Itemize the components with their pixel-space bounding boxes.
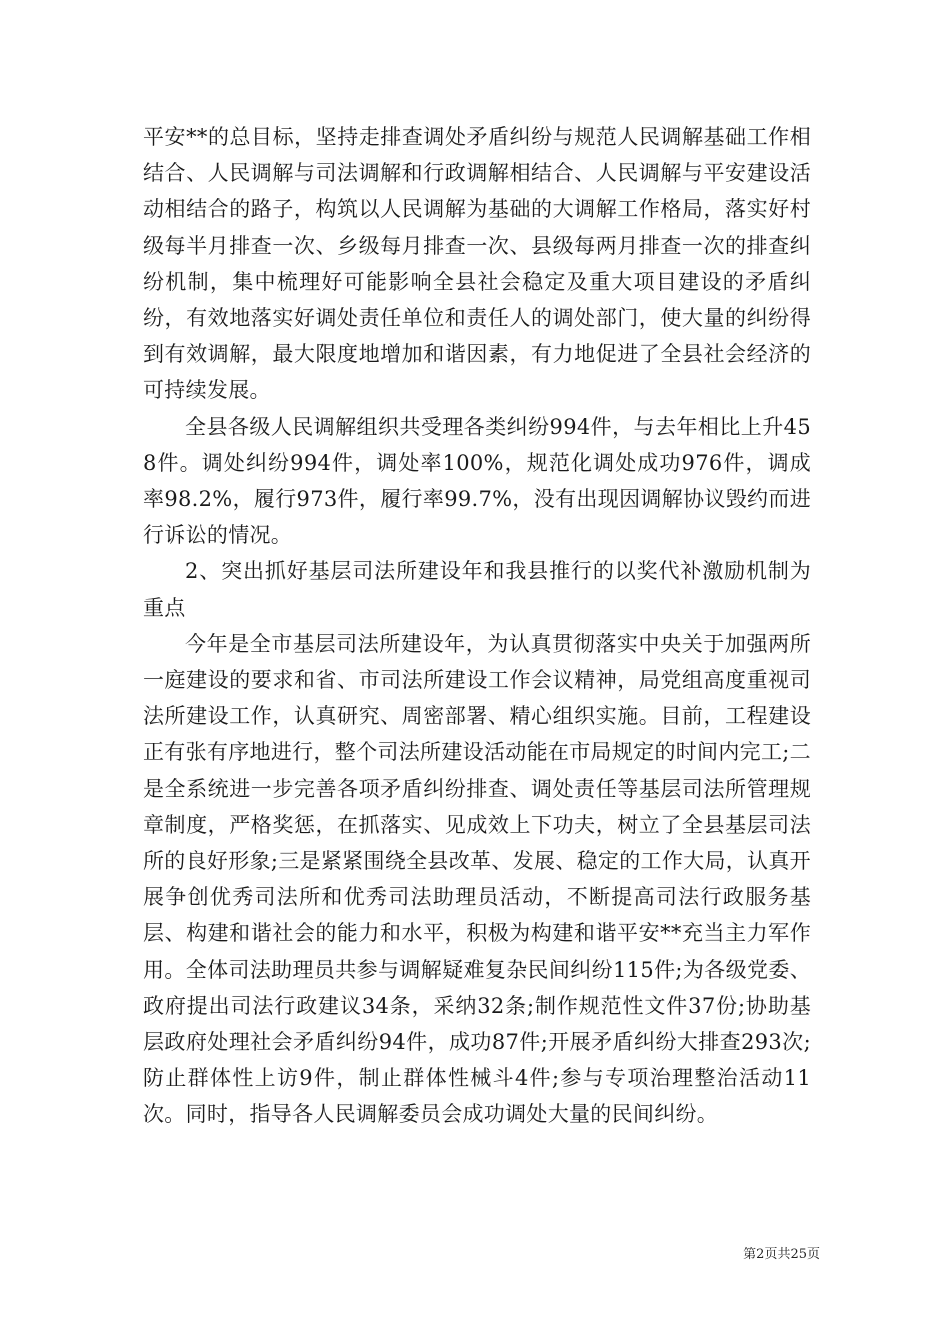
paragraph-1: 平安**的总目标，坚持走排查调处矛盾纠纷与规范人民调解基础工作相结合、人民调解与司法调解和行政调解相结合、人民调解与平安建设活动相结合的路子，构筑以人民调解为基础的大调解工作格局，落实好村级每半月排查一次、乡级每月排查一次、县级每两月排查一次的排查纠纷机制，集中梳理好可能影响全县社会稳定及重大项目建设的矛盾纠纷，有效地落实好调处责任单位和责任人的调处部门，使大量的纠纷得到有效调解，最大限度地增加和谐因素，有力地促进了全县社会经济的可持续发展。 — [143, 125, 811, 403]
paragraph-2: 全县各级人民调解组织共受理各类纠纷994件，与去年相比上升458件。调处纠纷994件，调处率100%，规范化调处成功976件，调成率98.2%，履行973件，履行率99.7%，没有出现因调解协议毁约而进行诉讼的情况。 — [143, 414, 811, 548]
page-number: 第2页共25页 — [743, 1247, 820, 1262]
paragraph-3: 今年是全市基层司法所建设年，为认真贯彻落实中央关于加强两所一庭建设的要求和省、市司法所建设工作会议精神，局党组高度重视司法所建设工作，认真研究、周密部署、精心组织实施。目前，工程建设正有张有序地进行，整个司法所建设活动能在市局规定的时间内完工;二是全系统进一步完善各项矛盾纠纷排查、调处责任等基层司法所管理规章制度，严格奖惩，在抓落实、见成效上下功夫，树立了全县基层司法所的良好形象;三是紧紧围绕全县改革、发展、稳定的工作大局，认真开展争创优秀司法所和优秀司法助理员活动，不断提高司法行政服务基层、构建和谐社会的能力和水平，积极为构建和谐平安**充当主力军作用。全体司法助理员共参与调解疑难复杂民间纠纷115件;为各级党委、政府提出司法行政建议34条，采纳32条;制作规范性文件37份;协助基层政府处理社会矛盾纠纷94件，成功87件;开展矛盾纠纷大排查293次;防止群体性上访9件，制止群体性械斗4件;参与专项治理整治活动11次。同时，指导各人民调解委员会成功调处大量的民间纠纷。 — [143, 631, 811, 1127]
document-body — [143, 119, 811, 1133]
section-heading: 2、突出抓好基层司法所建设年和我县推行的以奖代补激励机制为重点 — [143, 559, 811, 620]
